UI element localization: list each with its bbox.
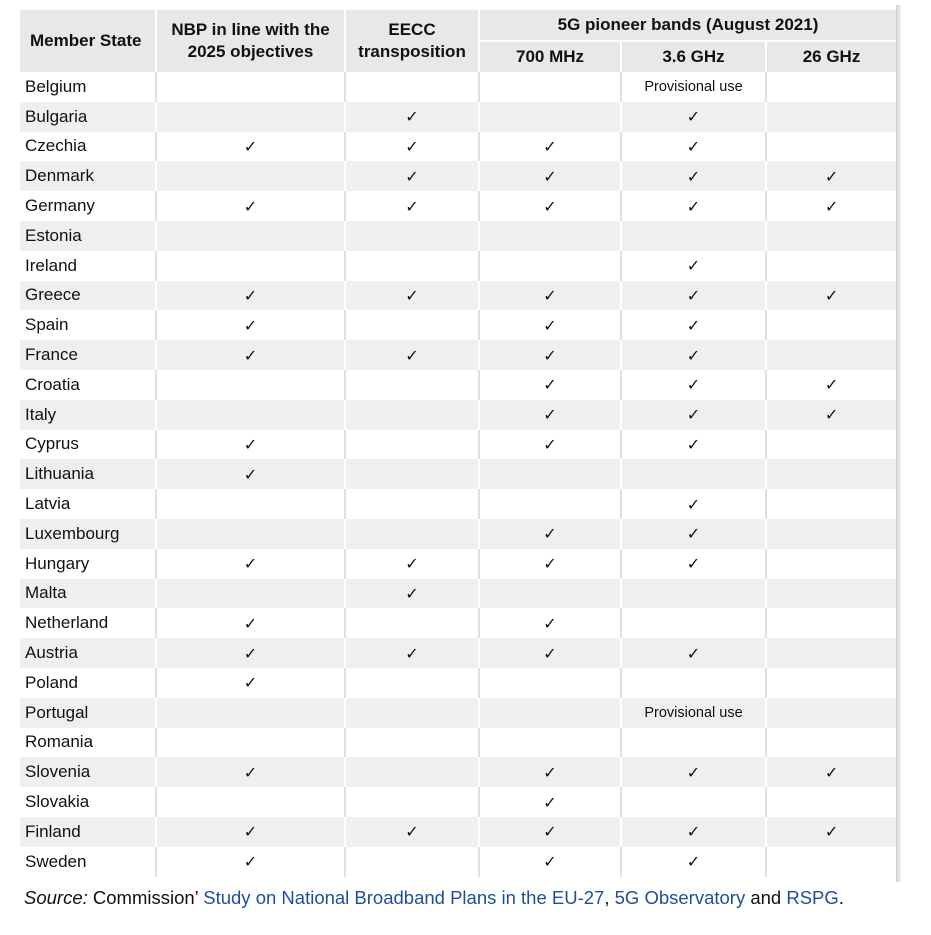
cell-eecc <box>345 221 479 251</box>
cell-eecc <box>345 787 479 817</box>
cell-nbp: ✓ <box>156 817 345 847</box>
cell-nbp <box>156 161 345 191</box>
cell-eecc <box>345 728 479 758</box>
cell-eecc <box>345 400 479 430</box>
cell-3-6ghz: ✓ <box>621 847 766 877</box>
cell-eecc <box>345 698 479 728</box>
cell-26ghz: ✓ <box>766 817 896 847</box>
cell-700mhz: ✓ <box>479 430 621 460</box>
cell-eecc <box>345 310 479 340</box>
table-row <box>20 757 896 787</box>
cell-member-state: Lithuania <box>20 459 156 489</box>
cell-700mhz <box>479 251 621 281</box>
cell-26ghz <box>766 728 896 758</box>
header-5g-pioneer-bands: 5G pioneer bands (August 2021) <box>479 10 896 41</box>
table-row <box>20 281 896 311</box>
cell-member-state: Cyprus <box>20 430 156 460</box>
cell-26ghz <box>766 668 896 698</box>
cell-nbp <box>156 370 345 400</box>
cell-member-state: Austria <box>20 638 156 668</box>
cell-26ghz <box>766 310 896 340</box>
table-row <box>20 489 896 519</box>
cell-member-state: Belgium <box>20 72 156 102</box>
cell-nbp <box>156 102 345 132</box>
table-row <box>20 430 896 460</box>
cell-member-state: France <box>20 340 156 370</box>
cell-700mhz: ✓ <box>479 132 621 162</box>
cell-26ghz <box>766 698 896 728</box>
cell-eecc <box>345 251 479 281</box>
table-row <box>20 221 896 251</box>
cell-700mhz: ✓ <box>479 340 621 370</box>
cell-26ghz <box>766 608 896 638</box>
cell-700mhz: ✓ <box>479 817 621 847</box>
source-text: . <box>838 887 844 908</box>
cell-3-6ghz <box>621 221 766 251</box>
cell-member-state: Hungary <box>20 549 156 579</box>
cell-nbp: ✓ <box>156 549 345 579</box>
cell-3-6ghz: ✓ <box>621 817 766 847</box>
cell-3-6ghz: ✓ <box>621 638 766 668</box>
cell-member-state: Italy <box>20 400 156 430</box>
cell-nbp <box>156 221 345 251</box>
table-row <box>20 191 896 221</box>
cell-700mhz <box>479 668 621 698</box>
cell-member-state: Germany <box>20 191 156 221</box>
cell-nbp: ✓ <box>156 310 345 340</box>
cell-member-state: Sweden <box>20 847 156 877</box>
cell-member-state: Malta <box>20 579 156 609</box>
cell-member-state: Finland <box>20 817 156 847</box>
cell-700mhz <box>479 459 621 489</box>
table-row <box>20 847 896 877</box>
cell-eecc: ✓ <box>345 579 479 609</box>
cell-3-6ghz: ✓ <box>621 489 766 519</box>
table-row <box>20 370 896 400</box>
cell-26ghz: ✓ <box>766 281 896 311</box>
cell-eecc <box>345 72 479 102</box>
cell-member-state: Luxembourg <box>20 519 156 549</box>
cell-3-6ghz: ✓ <box>621 549 766 579</box>
cell-3-6ghz: ✓ <box>621 757 766 787</box>
cell-700mhz: ✓ <box>479 191 621 221</box>
cell-nbp <box>156 787 345 817</box>
table-row <box>20 132 896 162</box>
cell-member-state: Portugal <box>20 698 156 728</box>
cell-26ghz <box>766 132 896 162</box>
cell-26ghz: ✓ <box>766 400 896 430</box>
cell-nbp <box>156 579 345 609</box>
table-row <box>20 608 896 638</box>
table-row <box>20 400 896 430</box>
source-link-5g-observatory[interactable]: 5G Observatory <box>614 887 746 908</box>
cell-26ghz <box>766 102 896 132</box>
table-row <box>20 340 896 370</box>
table-body <box>20 72 896 877</box>
source-link-rspg[interactable]: RSPG <box>786 887 839 908</box>
cell-nbp: ✓ <box>156 847 345 877</box>
cell-nbp: ✓ <box>156 132 345 162</box>
cell-700mhz: ✓ <box>479 400 621 430</box>
cell-700mhz: ✓ <box>479 638 621 668</box>
cell-member-state: Greece <box>20 281 156 311</box>
cell-nbp <box>156 519 345 549</box>
cell-3-6ghz <box>621 787 766 817</box>
vertical-divider <box>896 5 901 882</box>
cell-eecc <box>345 459 479 489</box>
cell-700mhz: ✓ <box>479 370 621 400</box>
source-text: and <box>745 887 787 908</box>
cell-eecc: ✓ <box>345 102 479 132</box>
table-header <box>20 10 896 72</box>
cell-3-6ghz <box>621 728 766 758</box>
cell-26ghz: ✓ <box>766 191 896 221</box>
table-row <box>20 579 896 609</box>
table-row <box>20 638 896 668</box>
cell-700mhz <box>479 489 621 519</box>
table-row <box>20 459 896 489</box>
cell-3-6ghz: ✓ <box>621 310 766 340</box>
cell-26ghz <box>766 221 896 251</box>
cell-700mhz <box>479 728 621 758</box>
source-label: Source: <box>24 887 88 908</box>
table-row <box>20 787 896 817</box>
cell-3-6ghz: ✓ <box>621 281 766 311</box>
cell-700mhz <box>479 698 621 728</box>
table-row <box>20 161 896 191</box>
header-3-6ghz: 3.6 GHz <box>621 41 766 72</box>
table-container <box>20 10 896 877</box>
cell-3-6ghz: ✓ <box>621 102 766 132</box>
cell-nbp: ✓ <box>156 459 345 489</box>
cell-26ghz <box>766 430 896 460</box>
table-row <box>20 728 896 758</box>
cell-3-6ghz: ✓ <box>621 370 766 400</box>
cell-700mhz: ✓ <box>479 787 621 817</box>
cell-eecc <box>345 519 479 549</box>
cell-member-state: Ireland <box>20 251 156 281</box>
table-row <box>20 102 896 132</box>
cell-26ghz <box>766 549 896 579</box>
cell-3-6ghz <box>621 608 766 638</box>
cell-eecc: ✓ <box>345 817 479 847</box>
source-link-study[interactable]: Study on National Broadband Plans in the EU-27 <box>203 887 605 908</box>
cell-26ghz <box>766 787 896 817</box>
header-nbp: NBP in line with the 2025 objectives <box>156 10 345 72</box>
cell-700mhz <box>479 579 621 609</box>
cell-eecc: ✓ <box>345 638 479 668</box>
header-eecc: EECC transposition <box>345 10 479 72</box>
cell-700mhz: ✓ <box>479 519 621 549</box>
table-row <box>20 519 896 549</box>
cell-nbp <box>156 728 345 758</box>
cell-member-state: Netherland <box>20 608 156 638</box>
cell-3-6ghz: ✓ <box>621 519 766 549</box>
cell-eecc: ✓ <box>345 132 479 162</box>
source-note <box>24 887 844 909</box>
header-26ghz: 26 GHz <box>766 41 896 72</box>
cell-member-state: Denmark <box>20 161 156 191</box>
cell-member-state: Slovakia <box>20 787 156 817</box>
cell-26ghz <box>766 579 896 609</box>
source-text: Commission’ <box>87 887 204 908</box>
cell-eecc <box>345 489 479 519</box>
cell-3-6ghz: ✓ <box>621 161 766 191</box>
cell-700mhz <box>479 72 621 102</box>
cell-26ghz <box>766 459 896 489</box>
cell-26ghz <box>766 72 896 102</box>
cell-member-state: Latvia <box>20 489 156 519</box>
cell-26ghz <box>766 519 896 549</box>
cell-eecc <box>345 668 479 698</box>
cell-700mhz: ✓ <box>479 281 621 311</box>
cell-nbp: ✓ <box>156 638 345 668</box>
cell-member-state: Slovenia <box>20 757 156 787</box>
cell-eecc <box>345 757 479 787</box>
cell-nbp <box>156 489 345 519</box>
cell-nbp: ✓ <box>156 608 345 638</box>
cell-nbp <box>156 251 345 281</box>
cell-nbp <box>156 72 345 102</box>
cell-eecc: ✓ <box>345 161 479 191</box>
cell-nbp <box>156 698 345 728</box>
cell-3-6ghz: ✓ <box>621 400 766 430</box>
cell-700mhz: ✓ <box>479 310 621 340</box>
cell-nbp <box>156 400 345 430</box>
cell-26ghz: ✓ <box>766 161 896 191</box>
table-row <box>20 251 896 281</box>
cell-700mhz <box>479 102 621 132</box>
cell-3-6ghz: Provisional use <box>621 72 766 102</box>
cell-member-state: Bulgaria <box>20 102 156 132</box>
cell-eecc <box>345 430 479 460</box>
cell-3-6ghz <box>621 579 766 609</box>
cell-26ghz <box>766 251 896 281</box>
cell-eecc <box>345 370 479 400</box>
cell-member-state: Croatia <box>20 370 156 400</box>
cell-26ghz: ✓ <box>766 370 896 400</box>
cell-nbp: ✓ <box>156 191 345 221</box>
cell-700mhz: ✓ <box>479 608 621 638</box>
cell-26ghz <box>766 340 896 370</box>
table-row <box>20 698 896 728</box>
cell-26ghz <box>766 847 896 877</box>
cell-nbp: ✓ <box>156 281 345 311</box>
cell-eecc: ✓ <box>345 549 479 579</box>
member-state-table <box>20 10 896 877</box>
cell-26ghz <box>766 489 896 519</box>
cell-nbp: ✓ <box>156 757 345 787</box>
cell-3-6ghz <box>621 459 766 489</box>
cell-700mhz: ✓ <box>479 847 621 877</box>
cell-3-6ghz: ✓ <box>621 191 766 221</box>
cell-700mhz: ✓ <box>479 549 621 579</box>
table-row <box>20 668 896 698</box>
cell-eecc <box>345 847 479 877</box>
cell-3-6ghz: ✓ <box>621 340 766 370</box>
header-member-state: Member State <box>20 10 156 72</box>
cell-3-6ghz: Provisional use <box>621 698 766 728</box>
cell-eecc: ✓ <box>345 191 479 221</box>
cell-eecc: ✓ <box>345 340 479 370</box>
cell-26ghz <box>766 638 896 668</box>
cell-26ghz: ✓ <box>766 757 896 787</box>
cell-3-6ghz: ✓ <box>621 251 766 281</box>
table-row <box>20 310 896 340</box>
cell-nbp: ✓ <box>156 340 345 370</box>
header-700mhz: 700 MHz <box>479 41 621 72</box>
cell-eecc <box>345 608 479 638</box>
cell-3-6ghz: ✓ <box>621 430 766 460</box>
cell-member-state: Romania <box>20 728 156 758</box>
table-row <box>20 817 896 847</box>
cell-eecc: ✓ <box>345 281 479 311</box>
cell-700mhz <box>479 221 621 251</box>
cell-700mhz: ✓ <box>479 161 621 191</box>
cell-nbp: ✓ <box>156 668 345 698</box>
table-row <box>20 549 896 579</box>
cell-nbp: ✓ <box>156 430 345 460</box>
source-text: , <box>604 887 615 908</box>
cell-3-6ghz <box>621 668 766 698</box>
table-row <box>20 72 896 102</box>
cell-3-6ghz: ✓ <box>621 132 766 162</box>
cell-member-state: Estonia <box>20 221 156 251</box>
cell-700mhz: ✓ <box>479 757 621 787</box>
cell-member-state: Czechia <box>20 132 156 162</box>
cell-member-state: Spain <box>20 310 156 340</box>
cell-member-state: Poland <box>20 668 156 698</box>
